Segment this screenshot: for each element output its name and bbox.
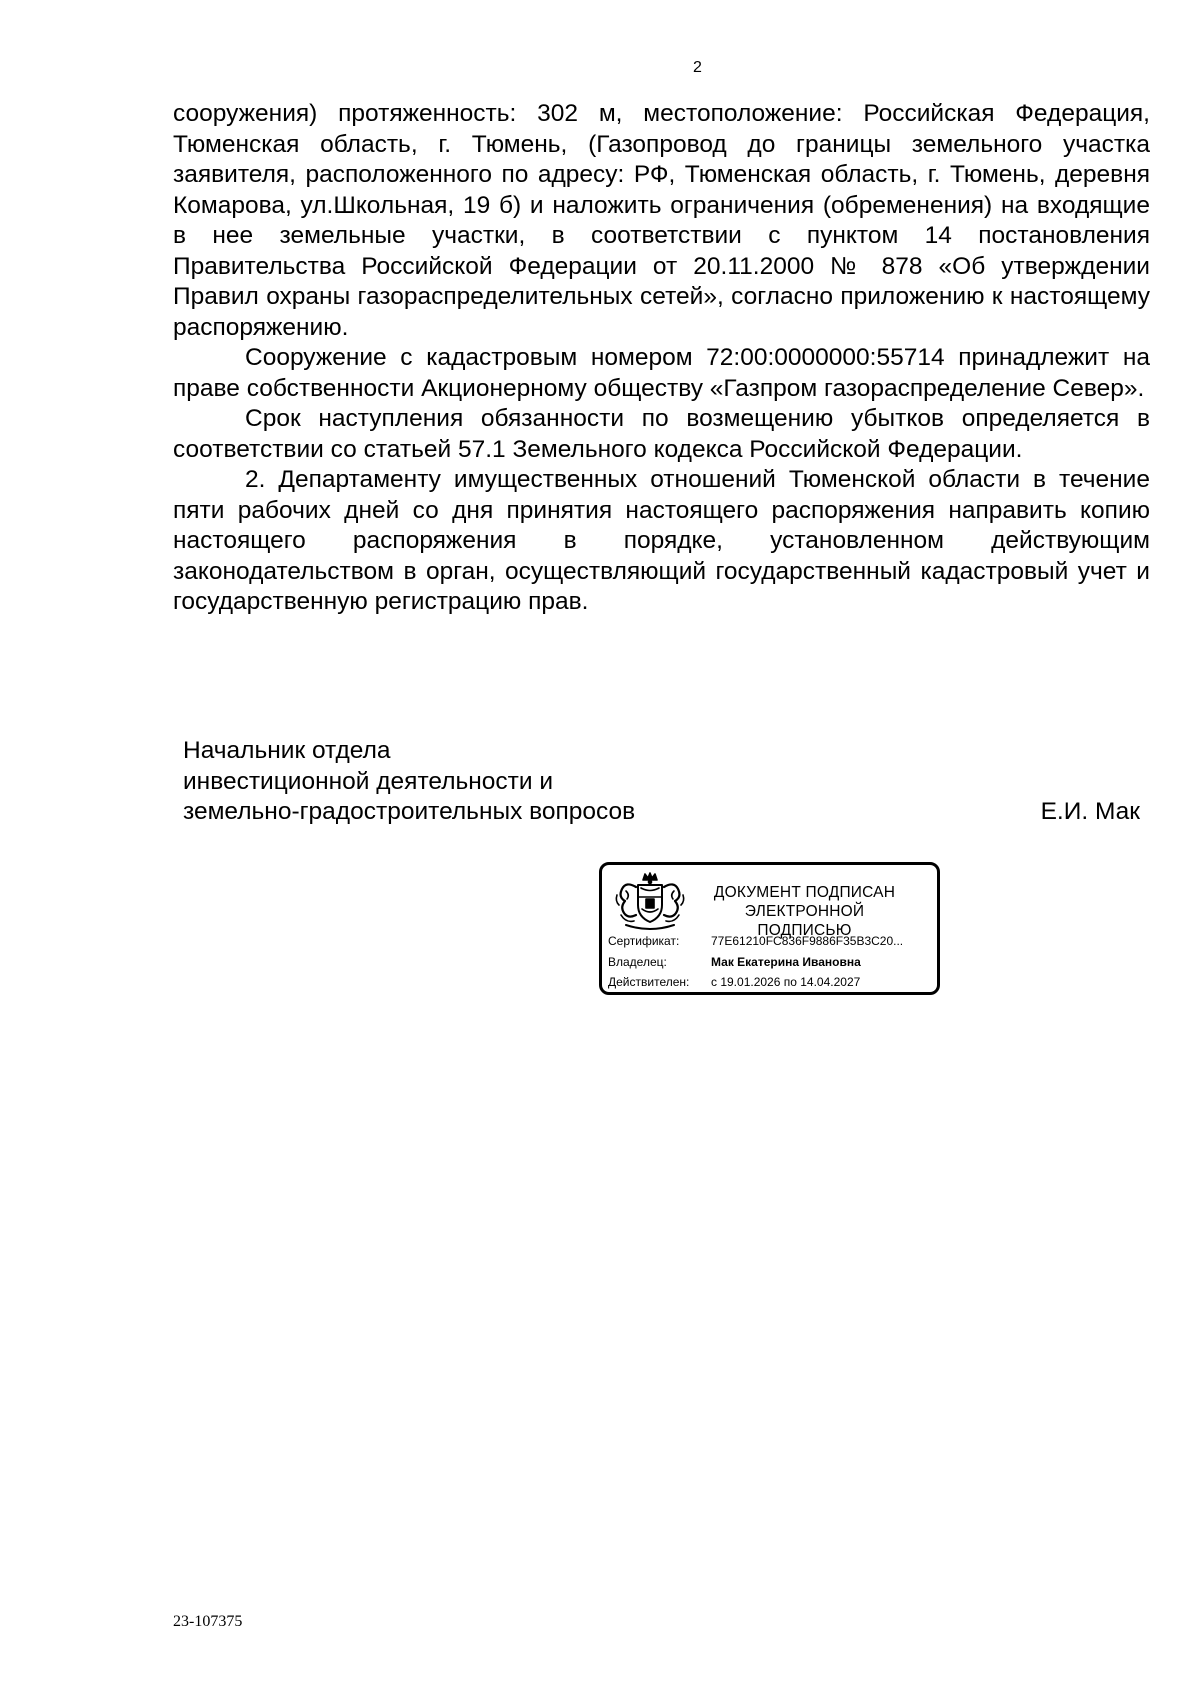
signatory-name: Е.И. Мак: [1040, 798, 1140, 825]
stamp-title-line: ДОКУМЕНТ ПОДПИСАН: [713, 884, 896, 901]
paragraph-continuation: сооружения) протяженность: 302 м, местоположение: Российская Федерация, Тюменская область, г. Тюмень, (Газопровод до границы земельного участка заявителя, расположенного по адресу: РФ, Тюменская область, г. Тюмень, деревня Комарова, ул.Школьная, 19 б) и наложить ограничения (обременения) на входящие в нее земельные участки, в соответствии с пунктом 14 постановления Правительства Российской Федерации от 20.11.2000 № 878 «Об утверждении Правил охраны газораспределительных сетей», согласно приложению к настоящему распоряжению.: [173, 100, 1150, 341]
paragraph-clause-2: 2. Департаменту имущественных отношений Тюменской области в течение пяти рабочих дней со дня принятия настоящего распоряжения направить копию настоящего распоряжения в порядке, установленном действующим законодательством в орган, осуществляющий государственный кадастровый учет и государственную регистрацию прав.: [173, 466, 1150, 615]
validity-row: [608, 972, 903, 993]
stamp-details: [608, 931, 903, 993]
position-line: инвестиционной деятельности и: [183, 767, 554, 795]
validity-value: с 19.01.2026 по 14.04.2027: [711, 975, 861, 989]
certificate-value: 77E61210FC836F9886F35B3C20...: [711, 934, 904, 948]
position-line: Начальник отдела: [183, 737, 391, 764]
stamp-title-line: ЭЛЕКТРОННОЙ ПОДПИСЬЮ: [744, 903, 865, 939]
paragraph-ownership: Сооружение с кадастровым номером 72:00:0000000:55714 принадлежит на праве собственности Акционерному обществу «Газпром газораспределение Север».: [173, 344, 1150, 402]
electronic-signature-stamp: [599, 862, 940, 995]
position-line: земельно-градостроительных вопросов: [183, 798, 636, 825]
paragraph-compensation: Срок наступления обязанности по возмещению убытков определяется в соответствии со статьей 57.1 Земельного кодекса Российской Федерации.: [173, 405, 1150, 463]
validity-label: Действителен:: [608, 975, 690, 989]
owner-label: Владелец:: [608, 954, 667, 969]
signatory-position: [183, 736, 635, 828]
document-body: [173, 99, 1150, 618]
coat-of-arms-icon: [612, 871, 688, 933]
owner-row: [608, 952, 903, 973]
page-number: 2: [693, 59, 702, 76]
registration-number: 23-107375: [173, 1613, 243, 1630]
owner-value: Мак Екатерина Ивановна: [711, 954, 861, 969]
certificate-label: Сертификат:: [608, 934, 680, 948]
certificate-row: [608, 931, 903, 952]
